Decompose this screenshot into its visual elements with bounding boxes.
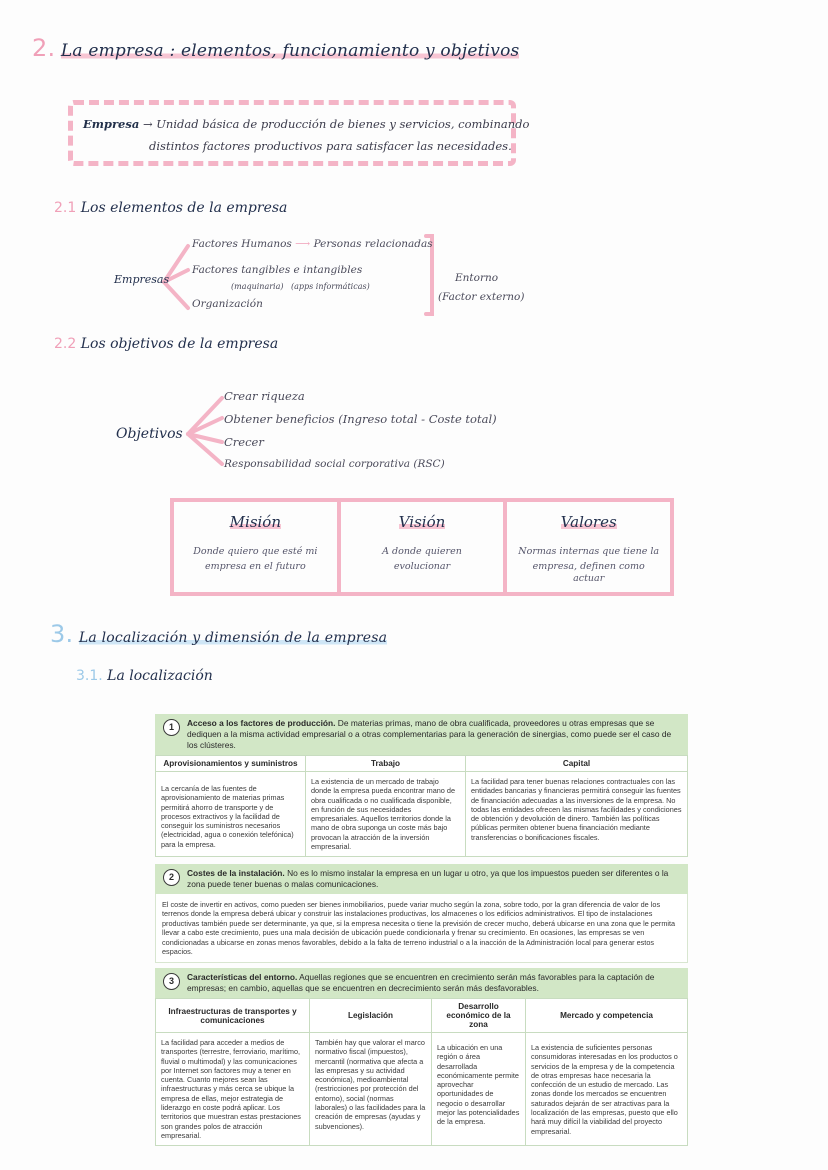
element-human-factors (192, 238, 433, 250)
vision-desc-1: A donde quieren (382, 546, 462, 557)
mission-vision-values-table (170, 498, 674, 596)
panel-3-col-3: Desarrollo económico de la zona (432, 999, 526, 1033)
panel-3-header (155, 968, 688, 998)
panel-2-header (155, 864, 688, 894)
panel-2-text: No es lo mismo instalar la empresa en un lugar u otro, ya que los impuestos pueden ser diferentes o la zona puede tener buenas o malas comunicaciones. (187, 868, 669, 889)
element-tangible-note-b: (apps informáticas) (291, 282, 370, 291)
panel-3-cell-3: La ubicación en una región o área desarrollada económicamente permite aprovechar oportunidades de negocio o desarrollar mejor las potencialidades de la empresa. (432, 1033, 526, 1146)
panel-3-number: 3 (163, 973, 180, 990)
vision-cell (341, 502, 508, 592)
subsection-2-1-number: 2.1 (54, 200, 77, 216)
subsection-3-1-title: La localización (107, 668, 213, 684)
mission-title: Misión (229, 513, 281, 531)
panel-3-text: Aquellas regiones que se encuentren en crecimiento serán más favorables para la captación de empresas; en cambio, aquellas que se encuentren en decrecimiento serán más desfavorables. (187, 972, 655, 993)
objectives-arrow-diagram (180, 386, 230, 472)
panel-factors-access (155, 714, 688, 857)
objective-item-1: Crear riqueza (224, 389, 305, 403)
panel-1-col-3: Capital (466, 756, 688, 772)
definition-line-1 (83, 117, 529, 131)
element-tangible-factors: Factores tangibles e intangibles (192, 264, 363, 276)
panel-1-col-1: Aprovisionamientos y suministros (156, 756, 306, 772)
element-tangible-note-a: (maquinaria) (231, 282, 284, 291)
element-organization: Organización (192, 298, 263, 310)
elements-root: Empresas (114, 273, 170, 286)
objectives-root: Objetivos (116, 426, 183, 442)
element-human-result: Personas relacionadas (313, 238, 433, 250)
definition-box (68, 100, 530, 166)
section-2-heading (32, 34, 519, 62)
subsection-2-2-title: Los objetivos de la empresa (80, 336, 279, 352)
subsection-3-1-number: 3.1. (76, 668, 103, 684)
section-2-number: 2. (32, 34, 56, 62)
values-desc-1: Normas internas que tiene la (518, 546, 660, 557)
element-human-factors-label: Factores Humanos (192, 238, 292, 250)
panel-installation-costs (155, 864, 688, 963)
mission-desc-1: Donde quiero que esté mi (193, 546, 318, 557)
values-cell (507, 502, 670, 592)
objective-item-4: Responsabilidad social corporativa (RSC) (224, 458, 445, 470)
definition-text-1: Unidad básica de producción de bienes y servicios, combinando (156, 117, 530, 131)
panel-1-cell-1: La cercanía de las fuentes de aprovisionamiento de materias primas permitirá ahorro de transporte y de procesos extractivos y la facilidad de conseguir los suministros necesarios (electricidad, agua o conexión telefónica) para la empresa. (156, 772, 306, 857)
subsection-2-1-heading (54, 200, 287, 216)
panel-3-cell-2: También hay que valorar el marco normativo fiscal (impuestos), mercantil (normativa que afecta a las empresas y su actividad económica), medioambiental (restricciones por protección del entorno), social (normas laborales) o las facilidades para la creación de empresas (ayudas y subvenciones). (310, 1033, 432, 1146)
panel-3-bold: Características del entorno. (187, 972, 298, 982)
section-2-title: La empresa : elementos, funcionamiento y objetivos (60, 41, 520, 61)
panel-1-bold: Acceso a los factores de producción. (187, 718, 336, 728)
panel-1-table (155, 755, 688, 857)
mission-desc-2: empresa en el futuro (204, 561, 306, 572)
values-title: Valores (560, 513, 617, 531)
panel-2-bold: Costes de la instalación. (187, 868, 285, 878)
values-desc-2: empresa, definen como actuar (532, 561, 645, 584)
mission-cell (174, 502, 341, 592)
panel-2-paragraph: El coste de invertir en activos, como pueden ser bienes inmobiliarios, puede variar mucho según la zona, sobre todo, por la gran diferencia de valor de los terrenos donde la empresa deberá ubicar y construir las instalaciones productivas, los almacenes o los edificios administrativos. El tipo de instalaciones productivas también puede ser determinante, ya que, si la empresa necesita o tiene la previsión de crecer mucho, deberá ubicarse en una zona que le permita llevar a cabo este crecimiento, pues una mala decisión de ubicación puede condicionarla y frenar su crecimiento. En ocasiones, las empresas se ven condicionadas a ubicarse en zonas menos favorables, debido a la falta de terreno industrial o a la inacción de la Administración local para generar estos espacios. (155, 894, 688, 963)
panel-3-cell-1: La facilidad para acceder a medios de transportes (terrestre, ferroviario, marítimo, fluvial o multimodal) y las comunicaciones por Internet son factores muy a tener en cuenta. Cuanto mejores sean las infraestructuras y más cerca se ubique la empresa de ellas, mejor estrategia de liderazgo en coste podrá aplicar. Los territorios que muestran estas prestaciones son grandes polos de atracción empresarial. (156, 1033, 310, 1146)
vision-title: Visión (398, 513, 446, 531)
element-human-arrow: ⟶ (295, 238, 311, 250)
panel-3-col-1: Infraestructuras de transportes y comunicaciones (156, 999, 310, 1033)
environment-title: Entorno (455, 272, 499, 284)
panel-3-col-2: Legislación (310, 999, 432, 1033)
objective-item-3: Crecer (224, 435, 264, 449)
section-3-heading (50, 620, 387, 648)
subsection-3-1-heading (76, 668, 213, 684)
subsection-2-2-heading (54, 336, 278, 352)
panel-3-col-4: Mercado y competencia (526, 999, 688, 1033)
panel-1-col-2: Trabajo (306, 756, 466, 772)
panel-1-cell-2: La existencia de un mercado de trabajo donde la empresa pueda encontrar mano de obra cualificada o no cualificada disponible, en función de sus necesidades empresariales. Aquellos territorios donde la mano de obra suponga un coste más bajo provocan la atracción de la inversión empresarial. (306, 772, 466, 857)
objective-arrow-1 (188, 398, 222, 434)
subsection-2-2-number: 2.2 (54, 336, 77, 352)
subsection-2-1-title: Los elementos de la empresa (80, 200, 288, 216)
section-3-number: 3. (50, 620, 74, 648)
objective-item-2: Obtener beneficios (Ingreso total - Coste total) (224, 412, 497, 426)
panel-1-number: 1 (163, 719, 180, 736)
panel-3-cell-4: La existencia de suficientes personas consumidoras interesadas en los productos o servicios de la empresa y de la competencia de otras empresas hace necesaria la confección de un estudio de mercado. Las zonas donde los mercados se encuentren saturados dejarán de ser atractivas para la localización de las empresas, puesto que ello hará muy difícil la viabilidad del proyecto empresarial. (526, 1033, 688, 1146)
definition-term: Empresa (83, 117, 140, 131)
panel-1-header (155, 714, 688, 755)
section-3-title: La localización y dimensión de la empresa (78, 630, 388, 646)
definition-line-2: distintos factores productivos para satisfacer las necesidades. (149, 139, 512, 153)
vision-desc-2: evolucionar (393, 561, 451, 572)
panel-environment (155, 968, 688, 1146)
panel-1-cell-3: La facilidad para tener buenas relaciones contractuales con las entidades bancarias y financieras permitirá conseguir las fuentes de financiación adecuadas a las inversiones de la empresa. No todas las entidades ofrecen las mismas facilidades y condiciones de obtención y devolución de dinero. También las políticas públicas permiten obtener buena financiación mediante transferencias o bonificaciones fiscales. (466, 772, 688, 857)
environment-note: (Factor externo) (438, 291, 525, 303)
panel-2-number: 2 (163, 869, 180, 886)
panel-1-text: De materias primas, mano de obra cualificada, proveedores u otras empresas que se dediquen a la misma actividad empresarial o a otras complementarias para la generación de sinergias, como puede ser el caso de los clústeres. (187, 718, 672, 750)
definition-arrow: → (142, 117, 153, 131)
panel-3-table (155, 998, 688, 1146)
